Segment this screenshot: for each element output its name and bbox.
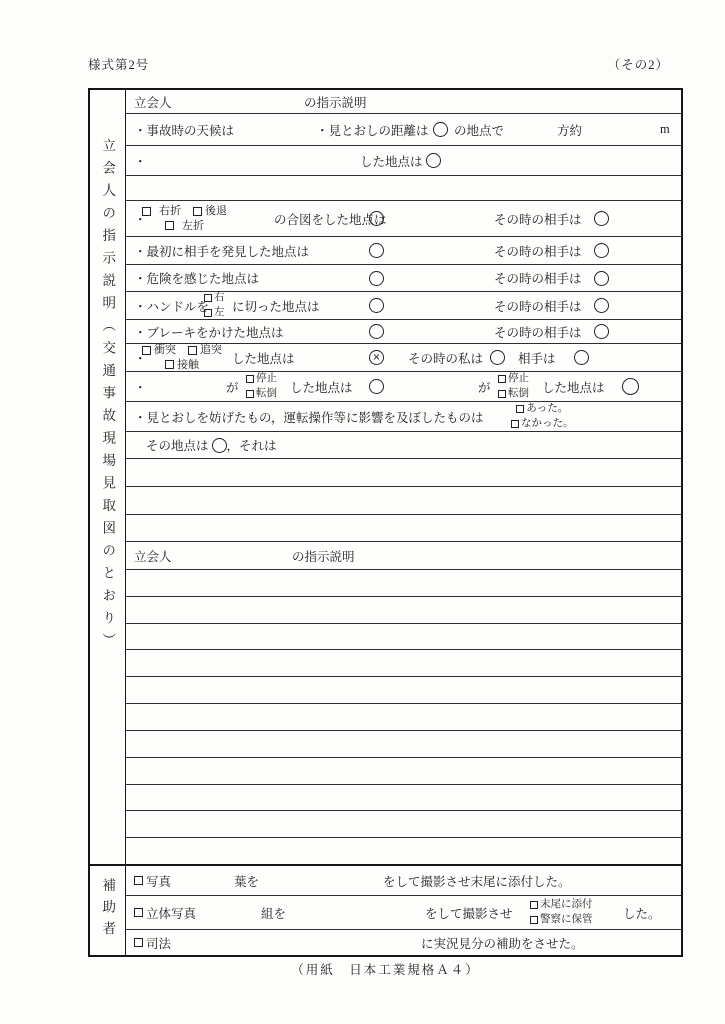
empty-ruled-row (126, 785, 681, 812)
witness-label: 立会人 (134, 549, 172, 564)
checkbox-left-turn[interactable] (165, 221, 174, 230)
row-first-spotted (126, 237, 681, 265)
stereo-mid-label: をして撮影させ (425, 906, 513, 921)
stop-label-1: 停止 (256, 373, 277, 385)
that-point-circle[interactable] (212, 438, 227, 453)
partner-at-time-label: その時の相手は (494, 244, 582, 259)
bullet: ・ (134, 154, 147, 169)
form-number: 様式第2号 (88, 58, 150, 72)
checkbox-absent[interactable] (511, 420, 519, 428)
empty-ruled-row (126, 515, 681, 542)
crash-label: 衝突 (154, 344, 176, 357)
row-turn-signal (126, 201, 681, 237)
collision-partner-circle[interactable] (574, 350, 589, 365)
row-brake (126, 320, 681, 344)
left-turn-label: 左折 (182, 219, 204, 232)
partner-at-time-label: その時の相手は (494, 299, 582, 314)
bullet: ・ (134, 351, 147, 366)
subject-particle-label: が (226, 380, 239, 395)
checkbox-police-keep[interactable] (530, 916, 538, 924)
stopped-point-circle-2[interactable] (622, 378, 639, 395)
checkbox-reverse[interactable] (193, 207, 202, 216)
overturn-label-1: 転倒 (256, 387, 277, 399)
row-that-point (126, 432, 681, 459)
empty-ruled-row (126, 677, 681, 704)
bullet: ・ (134, 380, 147, 395)
checkbox-overturn-2[interactable] (498, 390, 506, 398)
empty-ruled-row (126, 176, 681, 201)
witness-label: 立会人 (134, 95, 172, 110)
collision-partner-label: 相手は (518, 351, 556, 366)
partner-point-circle[interactable] (594, 298, 609, 313)
stop-overturn-checkbox-group-2 (498, 372, 529, 400)
row-view-obstruction (126, 402, 681, 432)
stereo-counter-label: 組を (261, 906, 287, 921)
empty-ruled-row (126, 758, 681, 785)
assistant-section (90, 866, 681, 955)
sidebar-main-label: 立会人の指示説明（交通事故現場見取図のとおり） (100, 138, 116, 656)
brake-label: ・ブレーキをかけた地点は (134, 325, 284, 340)
checkbox-stop-1[interactable] (246, 375, 254, 383)
stereo-photo-label: 立体写真 (146, 906, 197, 921)
that-point-prefix: その地点は (146, 439, 209, 453)
reached-point-group (360, 152, 441, 170)
obstruction-checkbox-group (511, 402, 574, 430)
collision-point-circle-crossed[interactable]: × (369, 350, 384, 365)
visibility-distance-label: ・見とおしの距離は (316, 123, 429, 138)
reached-point-label: した地点は (360, 154, 423, 169)
checkbox-steer-right[interactable] (204, 294, 212, 302)
page-header (88, 55, 683, 73)
obstruction-label: ・見とおしを妨げたもの，運転操作等に影響を及ぼしたものは (134, 410, 484, 425)
rear-end-label: 追突 (200, 344, 222, 357)
sidebar-main-label-cell (90, 90, 126, 864)
police-keep-label: 警察に保管 (540, 913, 593, 925)
row-steering (126, 292, 681, 320)
sidebar-assistant-label: 補助者 (100, 878, 116, 943)
witness-header-suffix: の指示説明 (292, 549, 355, 564)
empty-ruled-row (126, 838, 681, 864)
row-collision (126, 344, 681, 372)
checkbox-overturn-1[interactable] (246, 390, 254, 398)
empty-ruled-row (126, 811, 681, 838)
checkbox-crash[interactable] (142, 346, 151, 355)
stereo-tail-label: した。 (623, 906, 661, 921)
reverse-label: 後退 (205, 205, 227, 218)
row-weather-visibility (126, 114, 681, 146)
that-point-suffix: ，それは (226, 439, 277, 453)
row-stopped-overturned (126, 372, 681, 402)
signal-point-label: の合図をした地点は (274, 212, 387, 227)
photo-tail-label: をして撮影させ末尾に添付した。 (383, 874, 571, 889)
row-witness-header-1 (126, 90, 681, 114)
row-photo (126, 866, 681, 896)
witness-header-suffix: の指示説明 (304, 95, 367, 110)
collision-point-label: した地点は (232, 351, 295, 366)
brake-point-circle[interactable] (369, 324, 384, 339)
photo-counter-label: 葉を (234, 874, 260, 889)
right-turn-label: 右折 (159, 205, 181, 218)
checkbox-rear-end[interactable] (188, 346, 197, 355)
checkbox-stereo-photo[interactable] (134, 908, 143, 917)
steering-suffix-label: に切った地点は (232, 299, 320, 314)
stop-label-2: 停止 (508, 373, 529, 385)
collision-checkbox-group (142, 343, 222, 372)
checkbox-photo[interactable] (134, 876, 143, 885)
signal-checkbox-group (142, 204, 227, 233)
weather-label: ・事故時の天候は (134, 123, 235, 138)
stopped-point-label-1: した地点は (290, 380, 353, 395)
empty-ruled-row (126, 487, 681, 515)
row-witness-header-2 (126, 542, 681, 570)
checkbox-contact[interactable] (165, 360, 174, 369)
attach-end-label: 末尾に添付 (540, 899, 593, 911)
stopped-point-label-2: した地点は (542, 380, 605, 395)
accident-report-table (88, 88, 683, 957)
contact-label: 接触 (177, 358, 199, 371)
row-judicial (126, 930, 681, 955)
steering-prefix-label: ・ハンドルを (134, 299, 210, 314)
main-rows (126, 90, 681, 864)
photo-label: 写真 (146, 874, 172, 889)
visibility-point-circle[interactable] (433, 122, 448, 137)
spotted-point-circle[interactable] (369, 243, 384, 258)
me-at-time-label: その時の私は (408, 351, 484, 366)
empty-ruled-row (126, 597, 681, 624)
partner-point-circle[interactable] (594, 271, 609, 286)
overturn-label-2: 転倒 (508, 387, 529, 399)
direction-approx-label: 方約 (557, 123, 583, 138)
subject-particle-label: が (478, 380, 491, 395)
steer-left-label: 左 (214, 306, 225, 318)
empty-ruled-row (126, 731, 681, 758)
first-spotted-label: ・最初に相手を発見した地点は (134, 244, 310, 259)
partner-point-circle[interactable] (594, 211, 609, 226)
empty-ruled-row (126, 650, 681, 677)
empty-ruled-row (126, 570, 681, 597)
signal-point-circle[interactable] (369, 211, 384, 226)
empty-ruled-row (126, 704, 681, 731)
partner-point-circle[interactable] (594, 243, 609, 258)
partner-point-circle[interactable] (594, 324, 609, 339)
steering-checkbox-group (204, 291, 225, 319)
partner-at-time-label: その時の相手は (494, 272, 582, 286)
paper-spec-footer: （用紙 日本工業規格Ａ４） (291, 963, 480, 977)
empty-ruled-row (126, 459, 681, 487)
stereo-checkbox-group (530, 898, 593, 926)
partner-at-time-label: その時の相手は (494, 212, 582, 227)
empty-ruled-row (126, 624, 681, 651)
bullet: ・ (134, 212, 147, 227)
steer-right-label: 右 (214, 292, 225, 304)
page-number-label: （その2） (607, 58, 669, 72)
felt-danger-label: ・危険を感じた地点は (134, 272, 260, 286)
row-stereo-photo (126, 896, 681, 930)
row-reached-point (126, 146, 681, 176)
partner-at-time-label: その時の相手は (494, 325, 582, 340)
reached-point-circle[interactable] (426, 153, 441, 168)
checkbox-attach-end[interactable] (530, 901, 538, 909)
danger-point-circle[interactable] (369, 271, 384, 286)
stopped-point-circle-1[interactable] (369, 379, 384, 394)
checkbox-present[interactable] (516, 405, 524, 413)
visibility-at-point-label: の地点で (454, 123, 505, 138)
judicial-label: 司法 (146, 936, 172, 951)
stop-overturn-checkbox-group-1 (246, 372, 277, 400)
steering-point-circle[interactable] (369, 298, 384, 313)
witness-explanation-section (90, 90, 681, 866)
checkbox-stop-2[interactable] (498, 375, 506, 383)
checkbox-steer-left[interactable] (204, 309, 212, 317)
absent-label: なかった。 (521, 417, 574, 429)
me-point-circle[interactable] (490, 350, 505, 365)
checkbox-judicial[interactable] (134, 938, 143, 947)
checkbox-right-turn[interactable] (142, 207, 151, 216)
judicial-tail-label: に実況見分の補助をさせた。 (421, 936, 584, 951)
assistant-rows (126, 866, 681, 955)
present-label: あった。 (526, 403, 569, 415)
row-felt-danger (126, 265, 681, 292)
sidebar-assistant-label-cell (90, 866, 126, 955)
meters-unit-label: m (660, 122, 670, 136)
